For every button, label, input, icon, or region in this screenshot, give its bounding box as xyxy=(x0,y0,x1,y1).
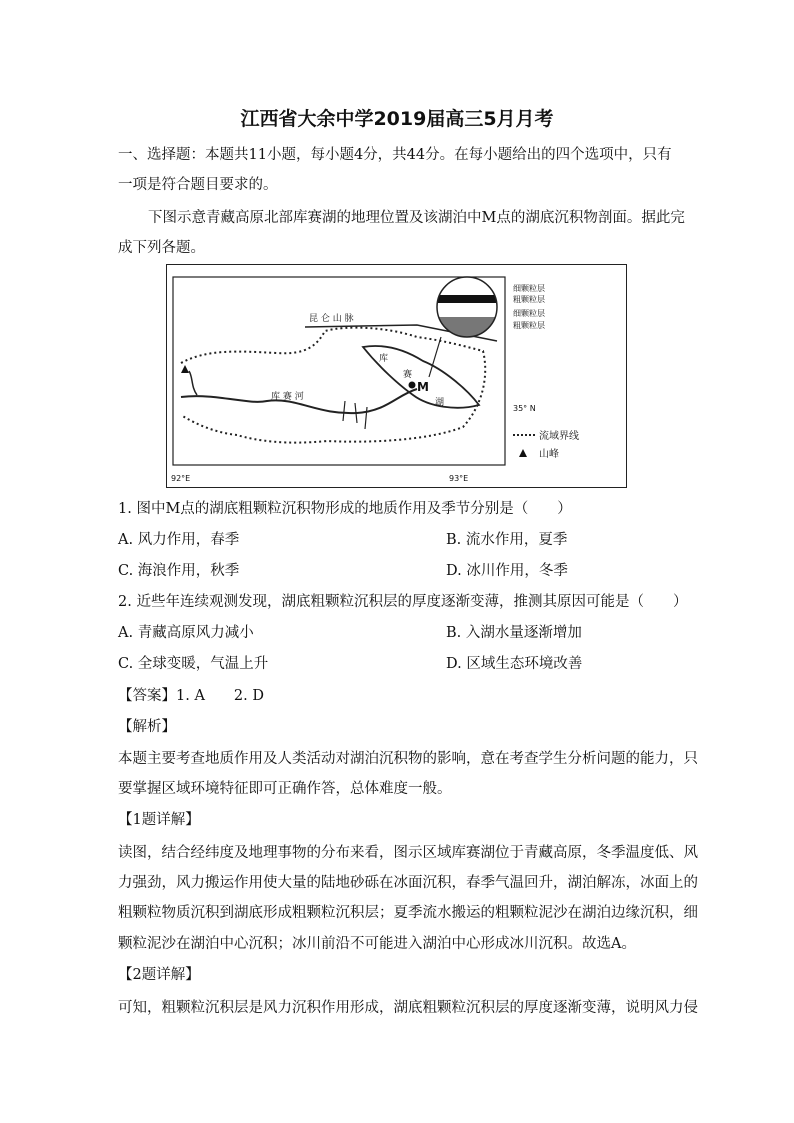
q2-option-a: A. 青藏高原风力减小 xyxy=(118,625,254,641)
lake-label-1: 库 xyxy=(379,354,389,364)
section-instruction-line2: 一项是符合题目要求的。 xyxy=(118,177,278,193)
q1-option-a: A. 风力作用，春季 xyxy=(118,532,240,548)
strata-label-3: 细颗粒层 xyxy=(513,309,545,318)
q1-stem: 1. 图中M点的湖底粗颗粒沉积物形成的地质作用及季节分别是（ ） xyxy=(118,501,572,517)
strata-label-4: 粗颗粒层 xyxy=(513,321,545,330)
q2-stem: 2. 近些年连续观测发现，湖底粗颗粒沉积层的厚度逐渐变薄，推测其原因可能是（ ） xyxy=(118,594,688,610)
river-trib-4 xyxy=(365,407,367,429)
latitude-label: 35° N xyxy=(513,404,536,413)
detail1-line2: 力强劲，风力搬运作用使大量的陆地砂砾在冰面沉积，春季气温回升，湖泊解冻，冰面上的 xyxy=(118,875,698,891)
detail1-heading: 【1题详解】 xyxy=(118,812,200,828)
detail1-line1: 读图，结合经纬度及地理事物的分布来看，图示区域库赛湖位于青藏高原，冬季温度低、风 xyxy=(118,845,698,861)
intro-line1: 下图示意青藏高原北部库赛湖的地理位置及该湖泊中M点的湖底沉积物剖面。据此完 xyxy=(148,210,685,226)
detail2-heading: 【2题详解】 xyxy=(118,967,200,983)
mountain-label: 昆 仑 山 脉 xyxy=(309,314,354,324)
legend-peak-icon xyxy=(519,449,527,457)
analysis-line1: 本题主要考查地质作用及人类活动对湖泊沉积物的影响，意在考查学生分析问题的能力，只 xyxy=(118,751,698,767)
legend-boundary-label: 流域界线 xyxy=(539,431,579,442)
mountain-peak-icon xyxy=(181,365,189,373)
q1-option-c: C. 海浪作用，秋季 xyxy=(118,563,240,579)
q2-option-b: B. 入湖水量逐渐增加 xyxy=(446,625,582,641)
longitude-label-93: 93°E xyxy=(449,474,469,483)
longitude-label-92: 92°E xyxy=(171,474,191,483)
legend-peak-label: 山峰 xyxy=(539,449,559,460)
intro-line2: 成下列各题。 xyxy=(118,240,205,256)
profile-pointer xyxy=(429,337,441,377)
detail1-line3: 粗颗粒物质沉积到湖底形成粗颗粒沉积层；夏季流水搬运的粗颗粒泥沙在湖泊边缘沉积，细 xyxy=(118,905,698,921)
lake-map-figure xyxy=(166,264,627,488)
q1-option-d: D. 冰川作用，冬季 xyxy=(446,563,568,579)
lake-label-3: 湖 xyxy=(435,398,445,408)
sediment-profile xyxy=(435,275,501,339)
lake-label-2: 赛 xyxy=(403,370,413,380)
strata-label-1: 细颗粒层 xyxy=(513,284,545,293)
analysis-heading: 【解析】 xyxy=(118,719,176,735)
river-trib-1 xyxy=(189,371,197,395)
basin-boundary xyxy=(181,328,485,443)
point-m xyxy=(409,382,416,389)
detail1-line4: 颗粒泥沙在湖泊中心沉积；冰川前沿不可能进入湖泊中心形成冰川沉积。故选A。 xyxy=(118,936,636,952)
lake-map-svg xyxy=(167,265,628,489)
q2-option-c: C. 全球变暖，气温上升 xyxy=(118,656,269,672)
analysis-line2: 要掌握区域环境特征即可正确作答，总体难度一般。 xyxy=(118,781,452,797)
river-label: 库 赛 河 xyxy=(271,392,304,402)
strata-label-2: 粗颗粒层 xyxy=(513,295,545,304)
detail2-line1: 可知，粗颗粒沉积层是风力沉积作用形成，湖底粗颗粒沉积层的厚度逐渐变薄，说明风力侵 xyxy=(118,1000,698,1016)
page-title: 江西省大余中学2019届高三5月月考 xyxy=(240,108,554,130)
q2-option-d: D. 区域生态环境改善 xyxy=(446,656,583,672)
answer-line: 【答案】1. A 2. D xyxy=(118,688,264,704)
section-instruction-line1: 一、选择题：本题共11小题，每小题4分，共44分。在每小题给出的四个选项中，只有 xyxy=(118,147,672,163)
point-m-label: M xyxy=(417,380,429,394)
river-trib-2 xyxy=(343,401,345,421)
q1-option-b: B. 流水作用，夏季 xyxy=(446,532,568,548)
